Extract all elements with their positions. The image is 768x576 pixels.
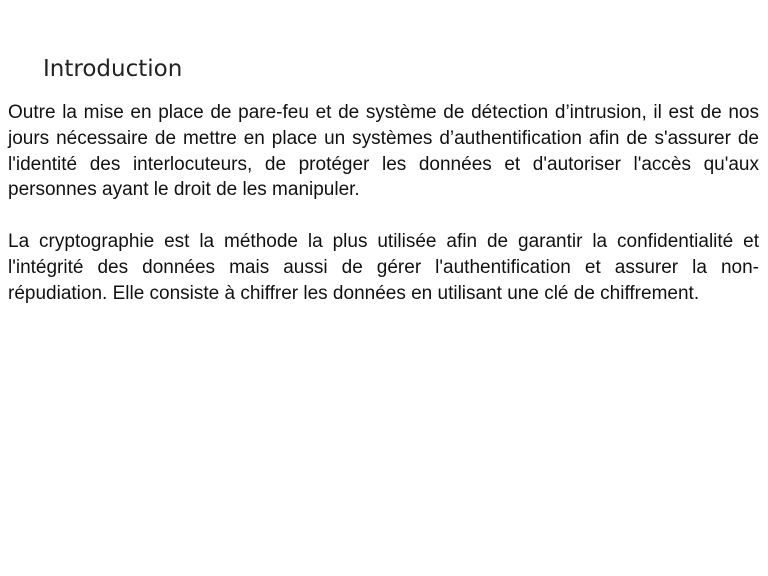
paragraph-intro: Outre la mise en place de pare-feu et de système de détection d’intrusion, il est de nos jours nécessaire de mettre en place un systèmes d’authentification afin de s'assurer de l'identité des interlocuteurs, de protéger les données et d'autoriser l'accès qu'aux personnes ayant le droit de les manipuler. [8,102,759,201]
paragraph-cryptography: La cryptographie est la méthode la plus utilisée afin de garantir la confidentialité et l'intégrité des données mais aussi de gérer l'authentification et assurer la non-répudiation. Elle consiste à chiffrer les données en utilisant une clé de chiffrement. [8,230,759,304]
body-text [8,100,759,332]
section-title: Introduction [43,56,183,82]
